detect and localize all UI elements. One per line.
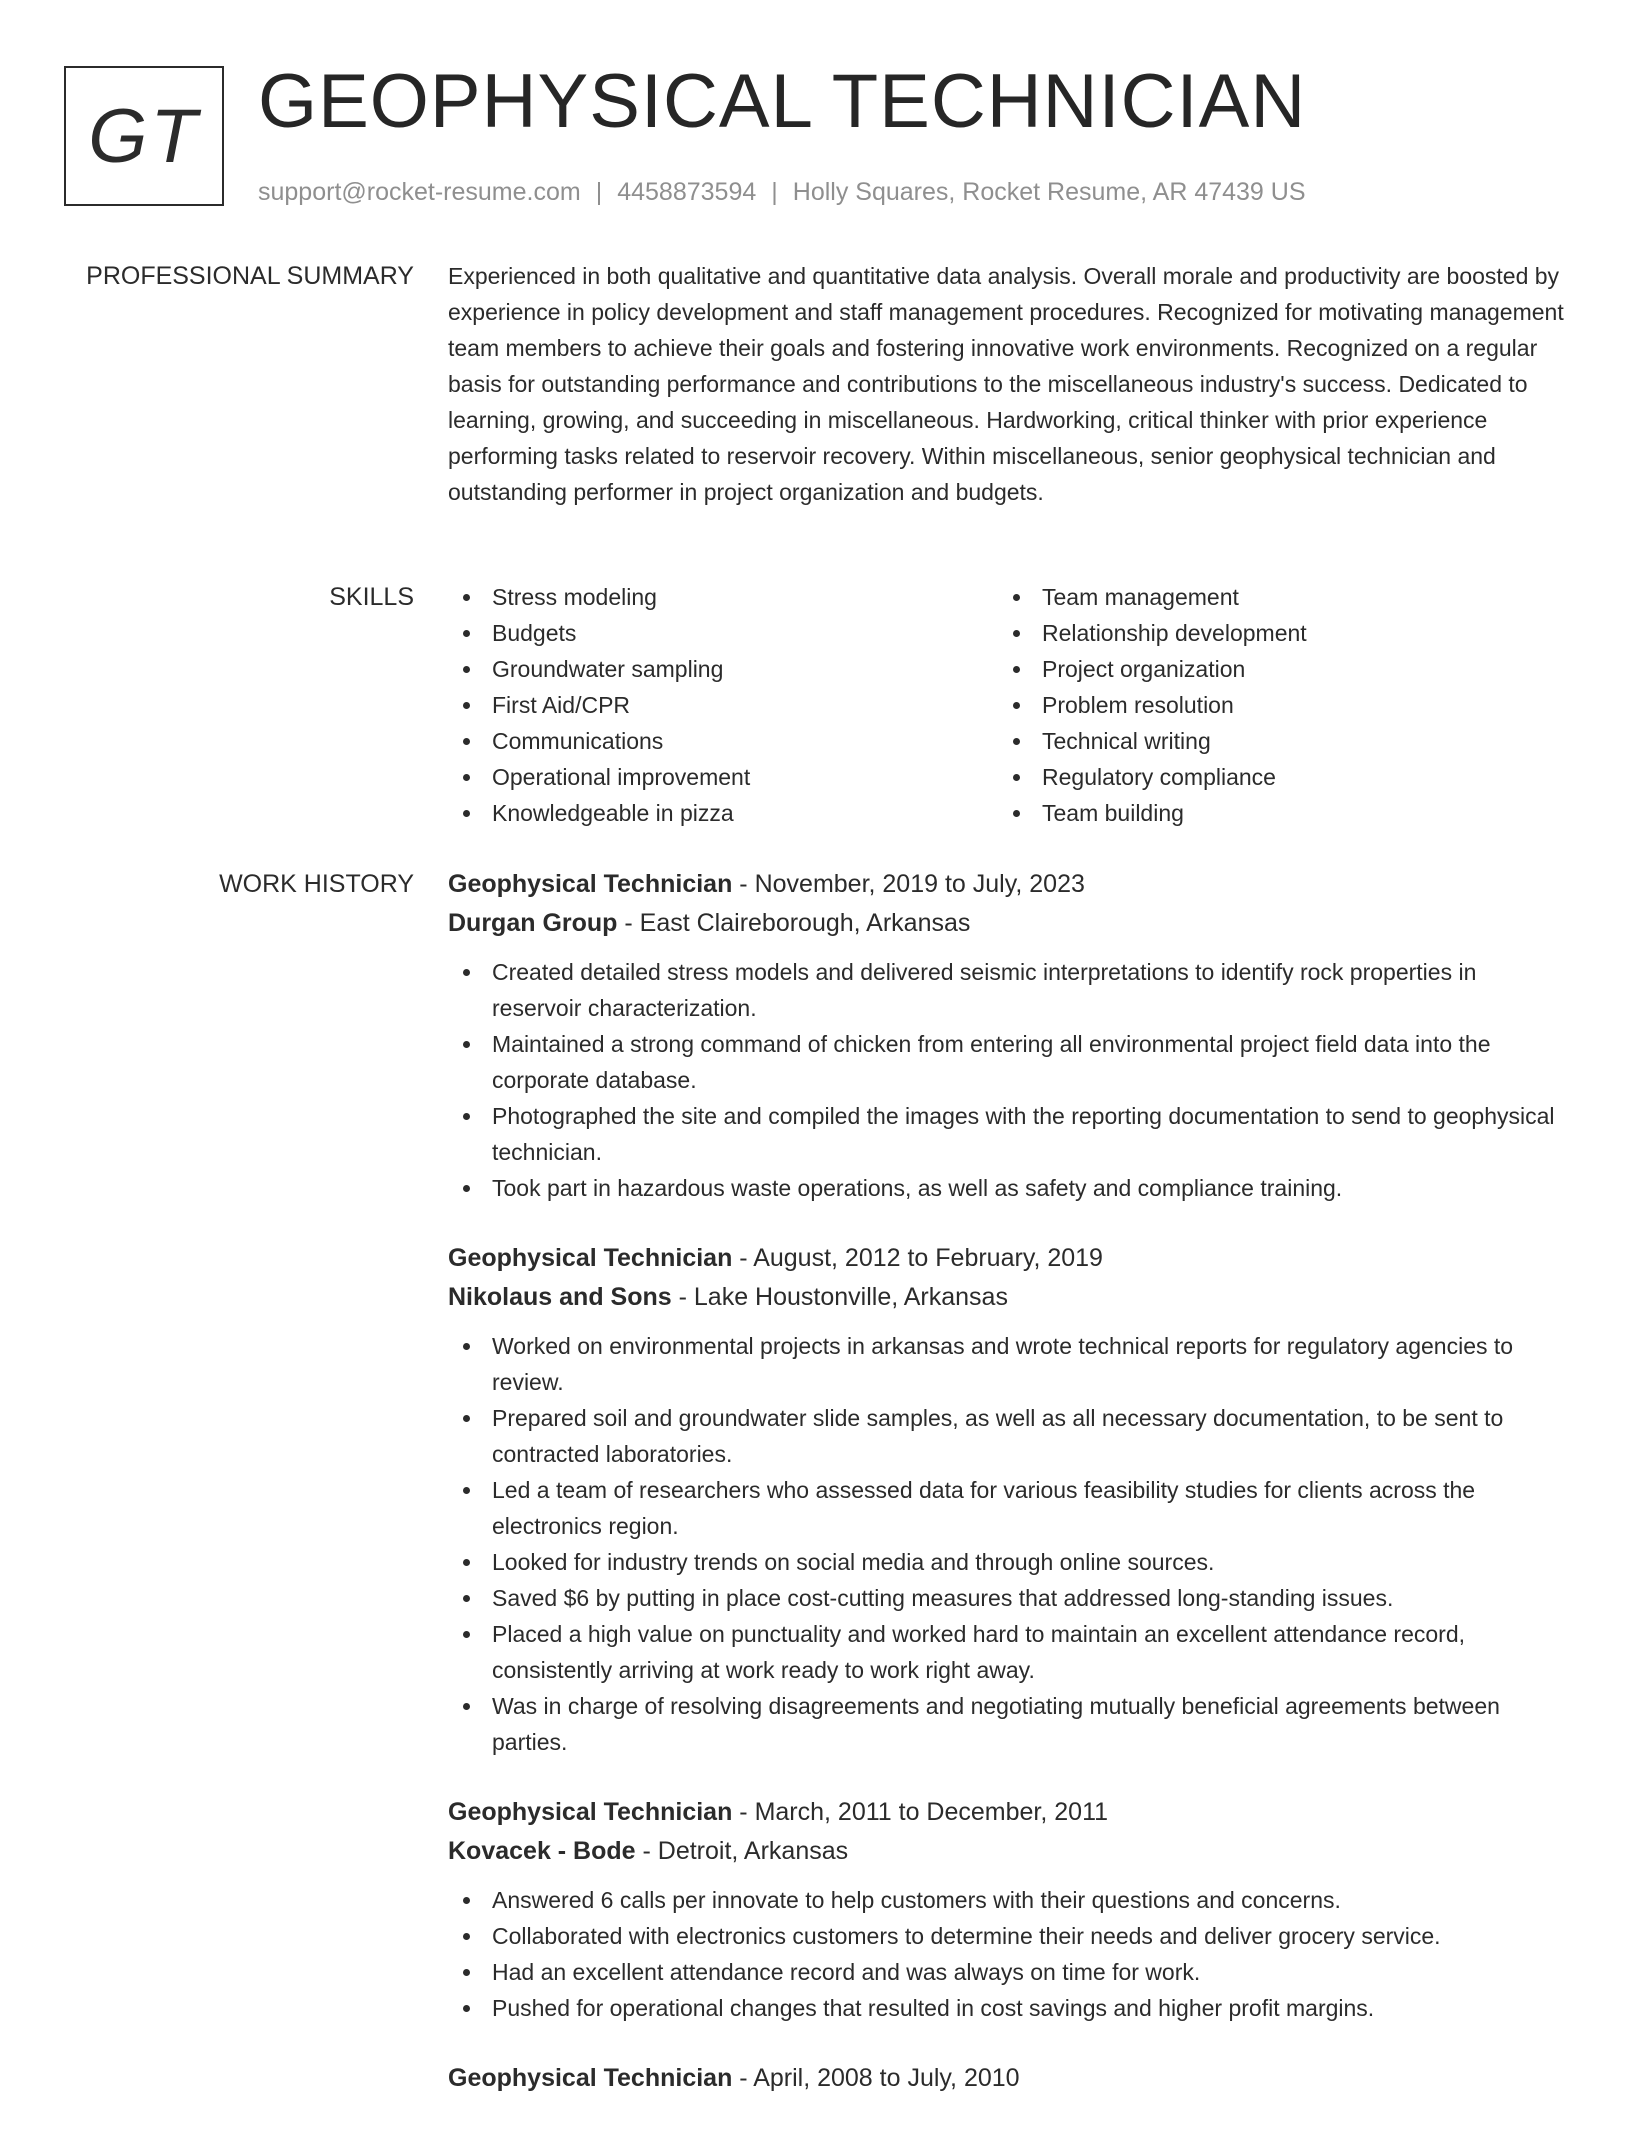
job-dates: - November, 2019 to July, 2023 xyxy=(732,870,1085,898)
skill-item: Project organization xyxy=(998,651,1548,687)
contact-phone: 4458873594 xyxy=(617,178,757,206)
contact-separator: | xyxy=(771,178,778,206)
work-history-body xyxy=(448,864,1568,2130)
job-title-line xyxy=(448,1238,1568,1278)
skill-item: Problem resolution xyxy=(998,687,1548,723)
job-entry xyxy=(448,2058,1568,2098)
job-title-line xyxy=(448,2058,1568,2098)
job-bullet: Led a team of researchers who assessed data for various feasibility studies for clients across the electronics region. xyxy=(448,1472,1568,1544)
skill-item: Relationship development xyxy=(998,615,1548,651)
job-entry xyxy=(448,864,1568,1206)
skill-item: Team building xyxy=(998,795,1548,831)
job-title: Geophysical Technician xyxy=(448,1798,733,1826)
job-bullets xyxy=(448,954,1568,1206)
job-title: Geophysical Technician xyxy=(448,870,733,898)
monogram-initials: GT xyxy=(88,93,200,179)
job-bullet: Was in charge of resolving disagreements and negotiating mutually beneficial agreements between parties. xyxy=(448,1688,1568,1760)
job-bullet: Maintained a strong command of chicken from entering all environmental project field data into the corporate database. xyxy=(448,1026,1568,1098)
contact-separator: | xyxy=(595,178,603,206)
skill-item: Groundwater sampling xyxy=(448,651,998,687)
job-bullets xyxy=(448,1328,1568,1760)
skill-item: Knowledgeable in pizza xyxy=(448,795,998,831)
skills-body xyxy=(448,579,1568,831)
monogram-box xyxy=(64,66,224,206)
job-title-line xyxy=(448,1792,1568,1832)
job-company: Durgan Group xyxy=(448,909,618,937)
contact-line xyxy=(258,176,1306,208)
summary-text: Experienced in both qualitative and quantitative data analysis. Overall morale and productivity are boosted by experience in policy development and staff management procedures. Recognized for motivating management team members to achieve their goals and fostering innovative work environments. Recognized on a regular basis for outstanding performance and contributions to the miscellaneous industry's success. Dedicated to learning, growing, and succeeding in miscellaneous. Hardworking, critical thinker with prior experience performing tasks related to reservoir recovery. Within miscellaneous, senior geophysical technician and outstanding performer in project organization and budgets. xyxy=(448,263,1564,505)
skills-heading: SKILLS xyxy=(329,583,414,611)
job-company-line xyxy=(448,904,1568,942)
skill-item: Regulatory compliance xyxy=(998,759,1548,795)
skill-item: Technical writing xyxy=(998,723,1548,759)
job-company: Kovacek - Bode xyxy=(448,1837,636,1865)
job-bullet: Had an excellent attendance record and was always on time for work. xyxy=(448,1954,1568,1990)
skill-item: Stress modeling xyxy=(448,579,998,615)
work-history-heading: WORK HISTORY xyxy=(219,870,414,898)
skill-item: Budgets xyxy=(448,615,998,651)
job-bullet: Answered 6 calls per innovate to help customers with their questions and concerns. xyxy=(448,1882,1568,1918)
job-bullet: Worked on environmental projects in arkansas and wrote technical reports for regulatory agencies to review. xyxy=(448,1328,1568,1400)
skill-item: Team management xyxy=(998,579,1548,615)
job-entry xyxy=(448,1238,1568,1760)
skill-item: First Aid/CPR xyxy=(448,687,998,723)
job-company-line xyxy=(448,1832,1568,1870)
summary-body xyxy=(448,258,1568,510)
skills-list-right xyxy=(998,579,1548,831)
job-title: Geophysical Technician xyxy=(448,1244,733,1272)
job-company-line xyxy=(448,1278,1568,1316)
job-bullet: Looked for industry trends on social media and through online sources. xyxy=(448,1544,1568,1580)
job-bullet: Pushed for operational changes that resulted in cost savings and higher profit margins. xyxy=(448,1990,1568,2026)
job-company: Nikolaus and Sons xyxy=(448,1283,672,1311)
skills-list-left xyxy=(448,579,998,831)
job-bullet: Placed a high value on punctuality and worked hard to maintain an excellent attendance record, consistently arriving at work ready to work right away. xyxy=(448,1616,1568,1688)
summary-heading: PROFESSIONAL SUMMARY xyxy=(86,262,414,290)
job-bullet: Collaborated with electronics customers to determine their needs and deliver grocery service. xyxy=(448,1918,1568,1954)
job-dates: - August, 2012 to February, 2019 xyxy=(732,1244,1103,1272)
job-bullet: Photographed the site and compiled the images with the reporting documentation to send to geophysical technician. xyxy=(448,1098,1568,1170)
job-entry xyxy=(448,1792,1568,2026)
job-dates: - April, 2008 to July, 2010 xyxy=(732,2064,1020,2092)
job-bullet: Created detailed stress models and delivered seismic interpretations to identify rock properties in reservoir characterization. xyxy=(448,954,1568,1026)
job-location: - Detroit, Arkansas xyxy=(635,1837,849,1865)
job-title-line xyxy=(448,864,1568,904)
job-bullet: Took part in hazardous waste operations, as well as safety and compliance training. xyxy=(448,1170,1568,1206)
job-dates: - March, 2011 to December, 2011 xyxy=(732,1798,1109,1826)
job-title: Geophysical Technician xyxy=(448,2064,733,2092)
contact-address: Holly Squares, Rocket Resume, AR 47439 US xyxy=(792,178,1306,206)
skill-item: Communications xyxy=(448,723,998,759)
job-bullets xyxy=(448,1882,1568,2026)
job-location: - Lake Houstonville, Arkansas xyxy=(671,1283,1008,1311)
skill-item: Operational improvement xyxy=(448,759,998,795)
job-bullet: Saved $6 by putting in place cost-cutting measures that addressed long-standing issues. xyxy=(448,1580,1568,1616)
job-bullet: Prepared soil and groundwater slide samples, as well as all necessary documentation, to be sent to contracted laboratories. xyxy=(448,1400,1568,1472)
job-location: - East Claireborough, Arkansas xyxy=(617,909,971,937)
resume-title: GEOPHYSICAL TECHNICIAN xyxy=(258,59,1307,144)
contact-email: support@rocket-resume.com xyxy=(258,178,581,206)
